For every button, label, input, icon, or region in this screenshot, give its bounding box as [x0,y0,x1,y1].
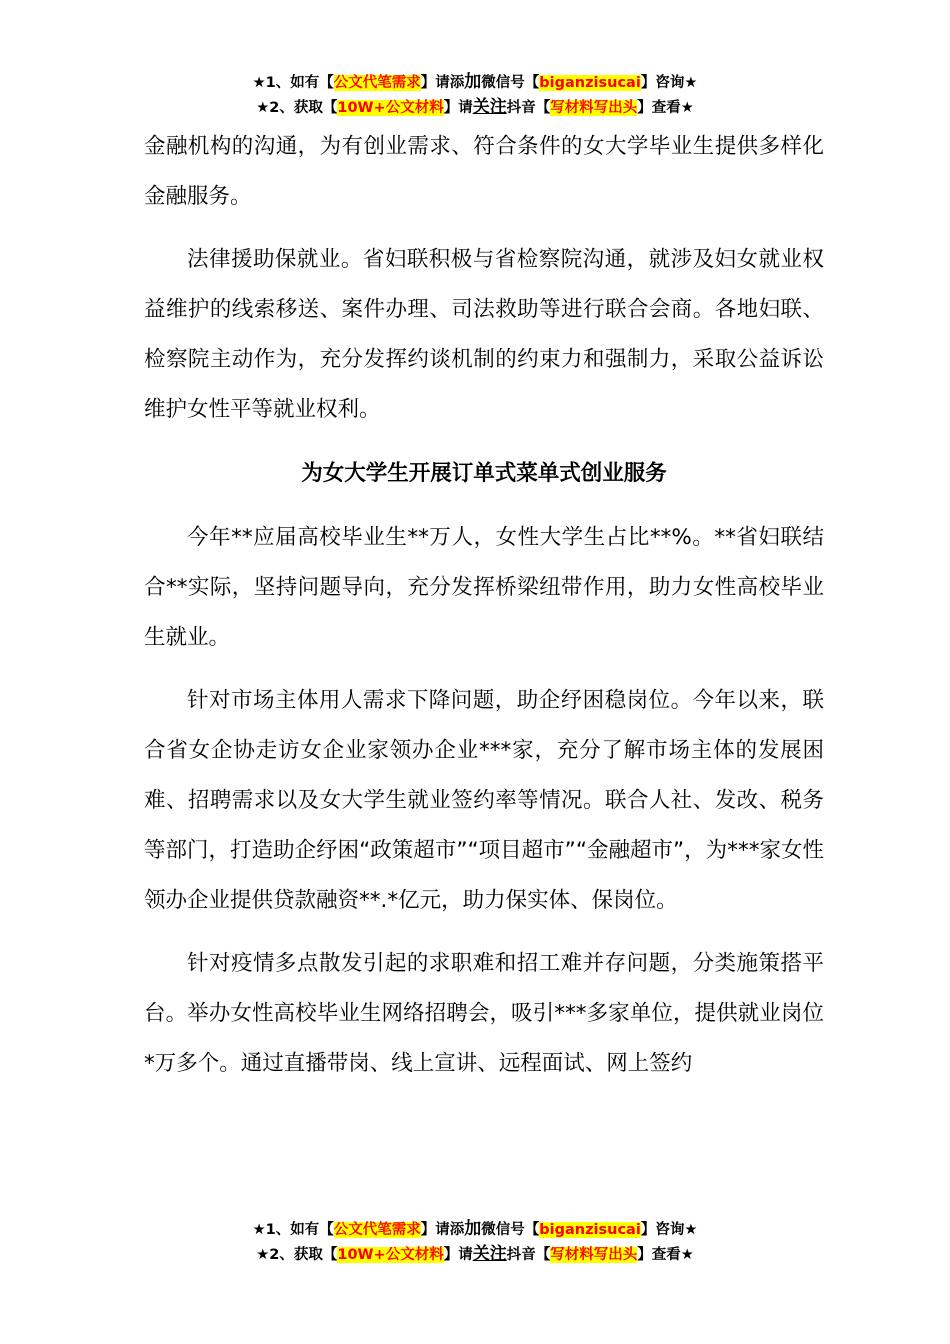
promo-text: 关注 [472,97,507,117]
promo-text: 】查看★ [637,1247,694,1263]
paragraph-financial-services: 金融机构的沟通，为有创业需求、符合条件的女大学毕业生提供多样化金融服务。 [144,134,824,209]
promo-highlight-wechat-id: biganzisucai [539,1222,641,1238]
paragraph-recruitment-platform: 针对疫情多点散发引起的求职难和招工难并存问题，分类施策搭平台。举办女性高校毕业生网络招聘会，吸引***多家单位，提供就业岗位*万多个。通过直播带岗、线上宣讲、远程面试、网上签约 [144,951,824,1076]
paragraph-enterprise-support: 针对市场主体用人需求下降问题，助企纾困稳岗位。今年以来，联合省女企协走访女企业家领办企业***家，充分了解市场主体的发展困难、招聘需求以及女大学生就业签约率等情况。联合人社、发改、税务等部门，打造助企纾困“政策超市”“项目超市”“金融超市”，为***家女性领办企业提供贷款融资**.*亿元，助力保实体、保岗位。 [144,688,824,913]
section-heading: 为女大学生开展订单式菜单式创业服务 [301,461,667,486]
promo-highlight-wechat-id: biganzisucai [539,75,641,91]
promo-line-1 [0,1217,950,1242]
promo-text: 关注 [472,1244,507,1264]
promo-text: 】请添 [420,1222,465,1238]
promo-text: 】请 [443,1247,473,1263]
promo-text: ★1、如有【 [252,1222,334,1238]
promo-text: 微信号【 [481,75,540,91]
promo-text: 】咨询★ [640,1222,698,1238]
promo-text: 】请 [443,100,473,116]
promo-highlight-materials: 10W+公文材料 [337,100,444,116]
paragraph-legal-aid: 法律援助保就业。省妇联积极与省检察院沟通，就涉及妇女就业权益维护的线索移送、案件办理、司法救助等进行联合会商。各地妇联、检察院主动作为，充分发挥约谈机制的约束力和强制力，采取公益诉讼维护女性平等就业权利。 [144,247,824,422]
promo-text: ★2、获取【 [256,1247,338,1263]
promo-text: 微信号【 [481,1222,540,1238]
promo-line-2 [0,1242,950,1267]
promo-highlight-service: 公文代笔需求 [333,75,421,91]
promo-text: ★2、获取【 [256,100,338,116]
promo-text: 加 [464,1219,482,1239]
promo-line-1 [0,70,950,95]
promo-text: 抖音【 [506,100,551,116]
header-promo-banner [0,70,950,120]
promo-highlight-douyin: 写材料写出头 [550,1247,638,1263]
promo-line-2 [0,95,950,120]
document-body [144,122,824,1089]
promo-text: 抖音【 [506,1247,551,1263]
promo-text: 】咨询★ [640,75,698,91]
promo-text: 】查看★ [637,100,694,116]
footer-promo-banner [0,1217,950,1267]
promo-text: ★1、如有【 [252,75,334,91]
promo-text: 加 [464,72,482,92]
promo-text: 】请添 [420,75,465,91]
promo-highlight-service: 公文代笔需求 [333,1222,421,1238]
promo-highlight-materials: 10W+公文材料 [337,1247,444,1263]
promo-highlight-douyin: 写材料写出头 [550,100,638,116]
paragraph-graduates-overview: 今年**应届高校毕业生**万人，女性大学生占比**%。**省妇联结合**实际，坚持问题导向，充分发挥桥梁纽带作用，助力女性高校毕业生就业。 [144,525,824,650]
